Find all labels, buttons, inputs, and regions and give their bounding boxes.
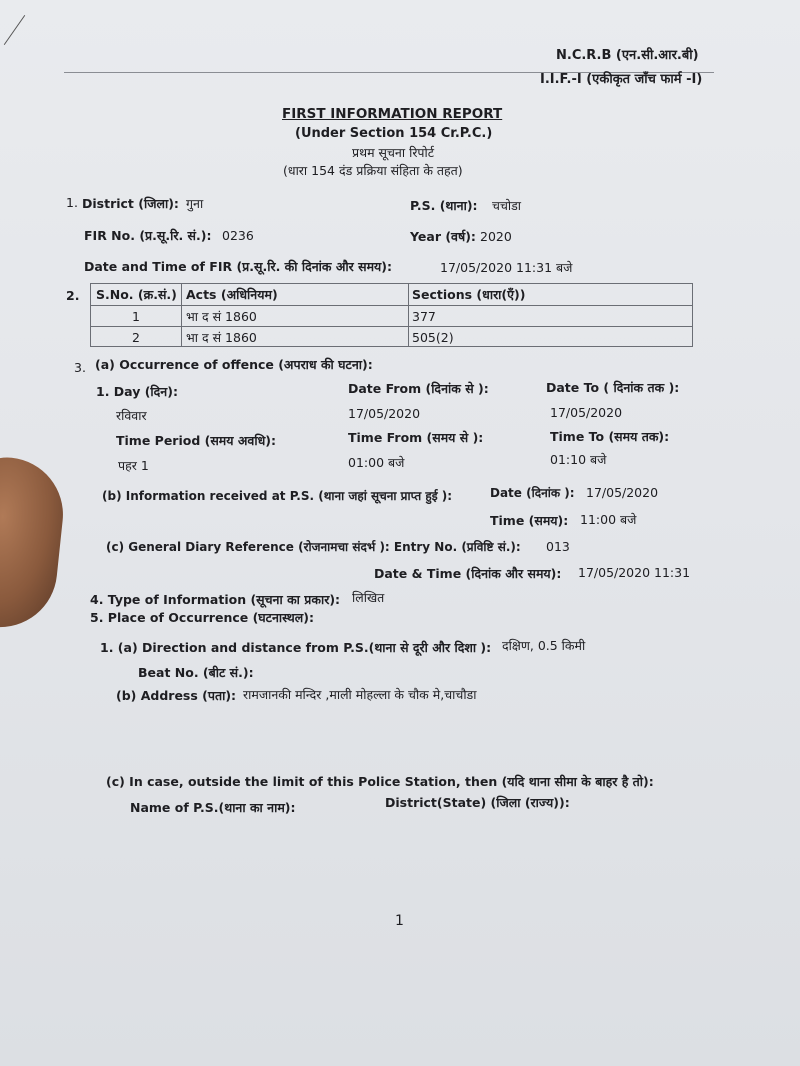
item2-number: 2. xyxy=(66,288,80,303)
year-value: 2020 xyxy=(480,229,512,244)
fir-datetime-value: 17/05/2020 11:31 बजे xyxy=(440,260,573,275)
diary-datetime-label: Date & Time (दिनांक और समय): xyxy=(374,566,562,581)
day-value: रविवार xyxy=(116,408,147,423)
diary-entry-value: 013 xyxy=(546,539,570,554)
time-to-label: Time To (समय तक): xyxy=(550,429,670,444)
table-header-acts: Acts (अधिनियम) xyxy=(186,287,278,302)
time-period-value: पहर 1 xyxy=(118,458,149,473)
info-type-value: लिखित xyxy=(352,590,385,605)
table-cell: 505(2) xyxy=(412,330,454,345)
item3-number: 3. xyxy=(74,360,86,375)
district-state-label: District(State) (जिला (राज्य)): xyxy=(385,795,570,810)
ps-name-label: Name of P.S.(थाना का नाम): xyxy=(130,800,296,815)
ps-label: P.S. (थाना): xyxy=(410,198,478,213)
time-period-label: Time Period (समय अवधि): xyxy=(116,433,277,448)
date-to-label: Date To ( दिनांक तक ): xyxy=(546,380,680,395)
address-value: रामजानकी मन्दिर ,माली मोहल्ला के चौक मे,चाचौडा xyxy=(243,687,477,702)
table-cell: 377 xyxy=(412,309,436,324)
report-title-hindi: प्रथम सूचना रिपोर्ट xyxy=(352,145,435,160)
time-from-label: Time From (समय से ): xyxy=(348,430,484,445)
table-header-sno: S.No. (क्र.सं.) xyxy=(96,287,177,302)
info-date-value: 17/05/2020 xyxy=(586,485,659,500)
report-section: (Under Section 154 Cr.P.C.) xyxy=(295,126,493,141)
report-title: FIRST INFORMATION REPORT xyxy=(282,106,503,122)
outside-limit-label: (c) In case, outside the limit of this Police Station, then (यदि थाना सीमा के बाहर है तो): xyxy=(106,774,654,789)
info-time-label: Time (समय): xyxy=(490,513,569,528)
table-cell: भा द सं 1860 xyxy=(186,330,257,345)
report-section-hindi: (धारा 154 दंड प्रक्रिया संहिता के तहत) xyxy=(283,163,463,178)
ncrb-header: N.C.R.B (एन.सी.आर.बी) xyxy=(556,48,699,63)
info-received-label: (b) Information received at P.S. (थाना जहां सूचना प्राप्त हुई ): xyxy=(102,489,453,503)
info-time-value: 11:00 बजे xyxy=(580,512,637,527)
date-to-value: 17/05/2020 xyxy=(550,405,623,420)
direction-distance-value: दक्षिण, 0.5 किमी xyxy=(502,638,586,653)
info-type-label: 4. Type of Information (सूचना का प्रकार): xyxy=(90,592,341,607)
date-from-label: Date From (दिनांक से ): xyxy=(348,381,489,396)
page-number: 1 xyxy=(395,913,404,929)
table-cell: 2 xyxy=(132,330,140,345)
time-to-value: 01:10 बजे xyxy=(550,452,607,467)
direction-distance-label: 1. (a) Direction and distance from P.S.(थाना से दूरी और दिशा ): xyxy=(100,640,492,655)
pen-mark xyxy=(4,15,25,45)
district-value: गुना xyxy=(186,196,204,211)
year-label: Year (वर्ष): xyxy=(410,229,476,244)
day-label: 1. Day (दिन): xyxy=(96,384,178,399)
fir-value: 0236 xyxy=(222,228,254,243)
district-label: District (जिला): xyxy=(82,196,179,211)
occurrence-label: (a) Occurrence of offence (अपराध की घटना): xyxy=(95,357,373,372)
ps-value: चचोडा xyxy=(492,198,522,213)
address-label: (b) Address (पता): xyxy=(116,688,237,703)
item1-number: 1. xyxy=(66,195,78,210)
table-cell: भा द सं 1860 xyxy=(186,309,257,324)
date-from-value: 17/05/2020 xyxy=(348,406,421,421)
beat-no-label: Beat No. (बीट सं.): xyxy=(138,665,254,680)
info-date-label: Date (दिनांक ): xyxy=(490,486,575,500)
diary-datetime-value: 17/05/2020 11:31 xyxy=(578,565,691,580)
table-header-sections: Sections (धारा(एँ)) xyxy=(412,287,526,302)
time-from-value: 01:00 बजे xyxy=(348,455,405,470)
iif-header: I.I.F.-I (एकीकृत जाँच फार्म -I) xyxy=(540,72,703,87)
thumb-image xyxy=(0,453,69,633)
fir-datetime-label: Date and Time of FIR (प्र.सू.रि. की दिनांक और समय): xyxy=(84,259,393,274)
place-of-occurrence-label: 5. Place of Occurrence (घटनास्थल): xyxy=(90,610,314,625)
diary-reference-label: (c) General Diary Reference (रोजनामचा संदर्भ ): Entry No. (प्रविष्टि सं.): xyxy=(106,540,521,554)
fir-label: FIR No. (प्र.सू.रि. सं.): xyxy=(84,228,212,243)
table-cell: 1 xyxy=(132,309,140,324)
